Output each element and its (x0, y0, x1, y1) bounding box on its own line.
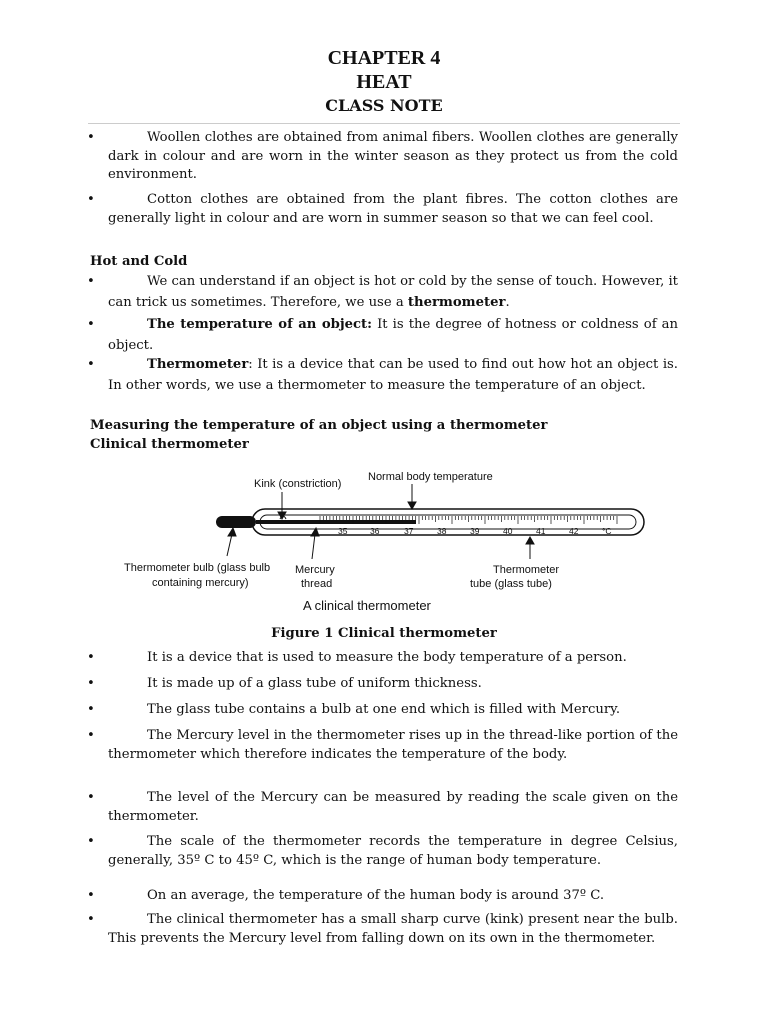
bullet-cotton: • Cotton clothes are obtained from the plant fibres. The cotton clothes are generally light in colour and are worn in summer season so that we can feel cool. (108, 191, 678, 228)
point-read-scale: • The level of the Mercury can be measured by reading the scale given on the thermometer. (108, 789, 678, 826)
point-bulb-mercury: • The glass tube contains a bulb at one end which is filled with Mercury. (108, 701, 678, 720)
thread-label-line2: thread (301, 578, 333, 590)
scale-label-36: 36 (370, 526, 380, 536)
scale-label-38: 38 (437, 526, 447, 536)
point-kink: • The clinical thermometer has a small sharp curve (kink) present near the bulb. This prevents the Mercury level from falling down on its own in the thermometer. (108, 911, 678, 948)
bullet-woollen: • Woollen clothes are obtained from animal fibers. Woollen clothes are generally dark in colour and are worn in the winter season as they protect us from the cold environment. (108, 129, 678, 185)
class-note-title: CLASS NOTE (325, 96, 443, 115)
point-mercury-rises: • The Mercury level in the thermometer rises up in the thread-like portion of the thermometer which therefore indicates the temperature of the body. (108, 727, 678, 764)
header-divider (88, 123, 680, 124)
bullet-thermometer-definition: • Thermometer: It is a device that can be used to find out how hot an object is. In other words, we use a thermometer to measure the temperature of an object. (108, 354, 678, 396)
heading-clinical: Clinical thermometer (90, 437, 249, 452)
figure-title: A clinical thermometer (303, 598, 431, 613)
scale-label-42: 42 (569, 526, 579, 536)
bulb-label-line1: Thermometer bulb (glass bulb (124, 562, 271, 574)
thermometer-bulb (216, 516, 256, 528)
scale-label-40: 40 (503, 526, 513, 536)
point-glass-tube: • It is made up of a glass tube of uniform thickness. (108, 675, 678, 694)
kink-label: Kink (constriction) (254, 478, 342, 490)
point-average-temp: • On an average, the temperature of the human body is around 37º C. (108, 887, 678, 906)
chapter-title: CHAPTER 4 (327, 47, 441, 69)
scale-label-39: 39 (470, 526, 480, 536)
heading-hot-cold: Hot and Cold (90, 254, 188, 269)
tube-label-line1: Thermometer (493, 564, 560, 576)
topic-title: HEAT (356, 71, 412, 93)
scale-label-35: 35 (338, 526, 348, 536)
thread-label-line1: Mercury (295, 564, 335, 576)
heading-measuring: Measuring the temperature of an object using a thermometer (90, 418, 548, 433)
thread-arrow (312, 534, 315, 559)
mercury-thread (256, 520, 416, 524)
bullet-sense-touch: • We can understand if an object is hot or cold by the sense of touch. However, it can trick us sometimes. Therefore, we use a thermometer. (108, 271, 678, 313)
tube-label-line2: tube (glass tube) (470, 578, 552, 590)
scale-label-41: 41 (536, 526, 546, 536)
normal-temp-label: Normal body temperature (368, 471, 493, 483)
normal-temp-arrow-head (408, 502, 416, 509)
bulb-arrow (227, 534, 232, 556)
point-scale-celsius: • The scale of the thermometer records the temperature in degree Celsius, generally, 35º C to 45º C, which is the range of human body temperature. (108, 833, 678, 870)
point-measure-body-temp: • It is a device that is used to measure the body temperature of a person. (108, 649, 678, 668)
scale-label-37: 37 (404, 526, 414, 536)
bulb-label-line2: containing mercury) (152, 577, 249, 589)
bulb-arrow-head (228, 528, 236, 536)
clinical-thermometer-figure (120, 462, 655, 617)
scale-numbers (338, 526, 612, 536)
scale-label-unit: °C (602, 526, 612, 536)
bullet-temperature-definition: • The temperature of an object: It is the degree of hotness or coldness of an object. (108, 314, 678, 356)
figure-caption: Figure 1 Clinical thermometer (271, 626, 497, 641)
tube-arrow-head (526, 537, 534, 544)
